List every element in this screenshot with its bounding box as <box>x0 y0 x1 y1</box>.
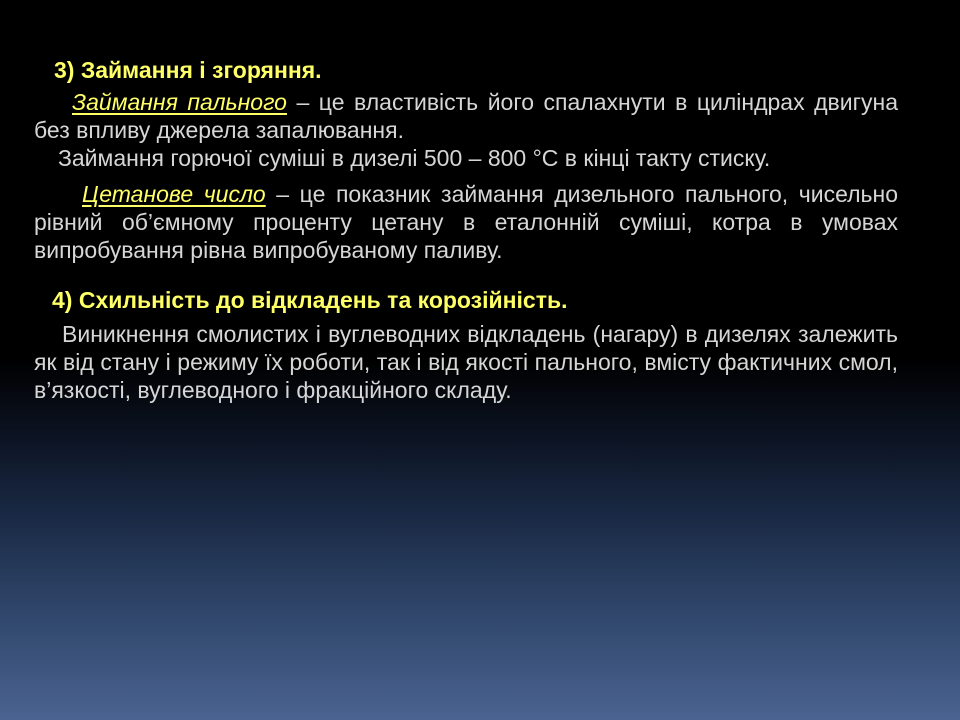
paragraph-cetane-definition <box>34 180 898 264</box>
definition-text: – це показник займання дизельного пального, чисельно рівний об’ємному проценту цетану в еталонній суміші, котра в умовах випробування рівна випробуваному паливу. <box>34 181 899 263</box>
paragraph-ignition-definition <box>34 88 898 144</box>
definition-text: – це властивість його спалахнути в циліндрах двигуна без впливу джерела запалювання. <box>34 89 898 143</box>
term-fuel-ignition: Займання пального <box>72 89 287 115</box>
section-heading-ignition: 3) Займання і згоряння. <box>54 57 322 83</box>
section-heading-deposits: 4) Схильність до відкладень та корозійність. <box>52 287 568 313</box>
slide-content <box>34 52 898 404</box>
term-cetane-number: Цетанове число <box>82 181 266 207</box>
paragraph-deposits: Виникнення смолистих і вуглеводних відкладень (нагару) в дизелях залежить як від стану і режиму їх роботи, так і від якості пального, вмісту фактичних смол, в’язкості, вуглеводного і фракційного складу. <box>34 321 898 403</box>
paragraph-ignition-temperature: Займання горючої суміші в дизелі 500 – 800 °С в кінці такту стиску. <box>58 145 771 171</box>
